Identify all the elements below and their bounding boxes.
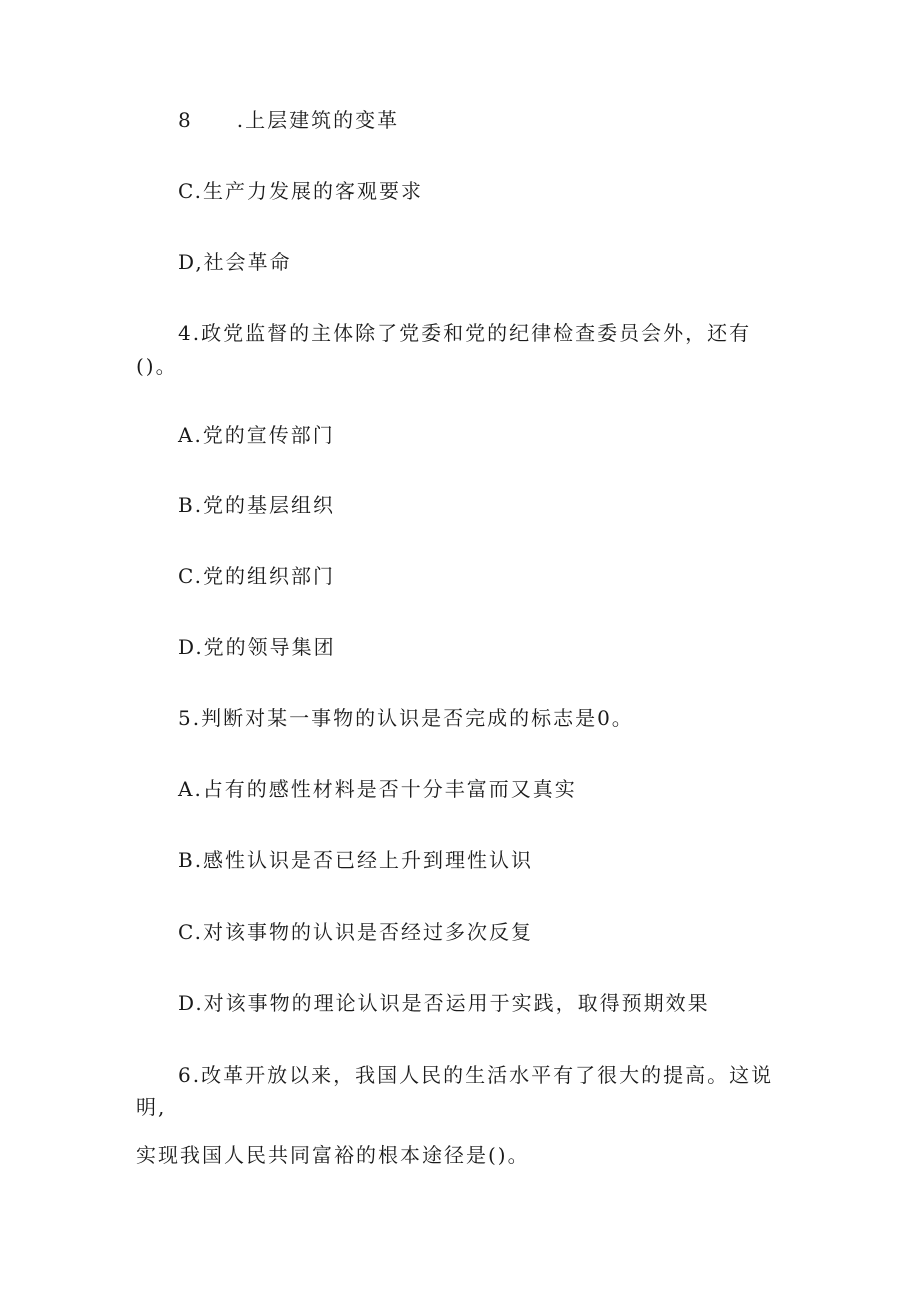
q4-stem-line1: 4.政党监督的主体除了党委和党的纪律检查委员会外，还有 — [178, 321, 752, 345]
q4-stem-line2: ()。 — [136, 354, 178, 378]
q5-option-d: D.对该事物的理论认识是否运用于实践，取得预期效果 — [178, 991, 710, 1015]
q3-option-d: D,社会革命 — [178, 250, 292, 274]
q3-option-b — [178, 106, 399, 134]
q5-option-c: C.对该事物的认识是否经过多次反复 — [178, 920, 533, 944]
q6-stem-line3: 实现我国人民共同富裕的根本途径是()。 — [136, 1143, 530, 1167]
q6-stem-line1: 6.改革开放以来，我国人民的生活水平有了很大的提高。这说 — [178, 1063, 774, 1087]
q4-option-c: C.党的组织部门 — [178, 564, 335, 588]
q3-option-c: C.生产力发展的客观要求 — [178, 179, 423, 203]
q6-stem-line2: 明, — [136, 1095, 167, 1119]
q5-stem: 5.判断对某一事物的认识是否完成的标志是0。 — [178, 706, 634, 730]
q4-option-d: D.党的领导集团 — [178, 635, 336, 659]
q5-option-b: B.感性认识是否已经上升到理性认识 — [178, 848, 534, 872]
q4-option-b: B.党的基层组织 — [178, 493, 336, 517]
q3-option-b-text: .上层建筑的变革 — [236, 108, 400, 132]
q4-option-a: A.党的宣传部门 — [178, 423, 335, 447]
q5-option-a: A.占有的感性材料是否十分丰富而又真实 — [178, 777, 577, 801]
q3-option-b-number: 8 — [178, 108, 193, 132]
